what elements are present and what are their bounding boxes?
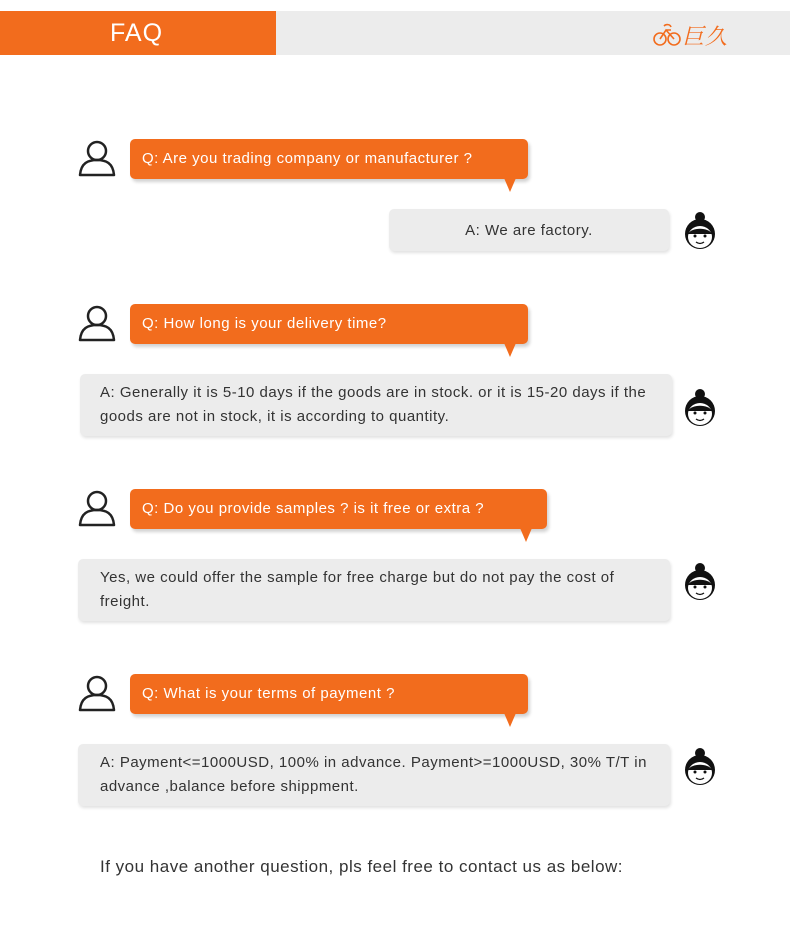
support-agent-icon xyxy=(681,387,719,429)
user-icon xyxy=(78,304,116,342)
question-bubble xyxy=(130,489,547,529)
support-agent-icon xyxy=(681,746,719,788)
question-bubble xyxy=(130,139,528,179)
faq-tab xyxy=(0,11,276,55)
answer-bubble xyxy=(78,744,670,806)
bicycle-logo-icon xyxy=(652,20,682,48)
answer-text: Yes, we could offer the sample for free charge but do not pay the cost of freight. xyxy=(100,569,615,610)
contact-note: If you have another question, pls feel free to contact us as below: xyxy=(100,857,624,876)
question-bubble xyxy=(130,304,528,344)
question-text: Q: How long is your delivery time? xyxy=(142,315,387,332)
answer-bubble xyxy=(78,559,670,621)
question-bubble-tail xyxy=(504,343,516,357)
answer-text: A: Payment<=1000USD, 100% in advance. Payment>=1000USD, 30% T/T in advance ,balance before shippment. xyxy=(100,754,647,795)
question-text: Q: Do you provide samples ? is it free or extra ? xyxy=(142,500,485,517)
user-icon xyxy=(78,139,116,177)
answer-text: A: Generally it is 5-10 days if the goods are in stock. or it is 15-20 days if the goods are not in stock, it is according to quantity. xyxy=(100,384,647,425)
question-bubble-tail xyxy=(504,713,516,727)
answer-bubble xyxy=(80,374,672,436)
answer-text: A: We are factory. xyxy=(465,222,593,239)
support-agent-icon xyxy=(681,561,719,603)
question-text: Q: Are you trading company or manufacturer ? xyxy=(142,150,473,167)
user-icon xyxy=(78,489,116,527)
brand-name: 巨久 xyxy=(682,25,729,50)
page-title: FAQ xyxy=(110,19,164,47)
header-bar xyxy=(0,11,790,55)
question-bubble xyxy=(130,674,528,714)
question-bubble-tail xyxy=(520,528,532,542)
answer-bubble xyxy=(389,209,669,251)
question-text: Q: What is your terms of payment ? xyxy=(142,685,395,702)
brand-logo xyxy=(652,20,762,48)
support-agent-icon xyxy=(681,210,719,252)
user-icon xyxy=(78,674,116,712)
question-bubble-tail xyxy=(504,178,516,192)
